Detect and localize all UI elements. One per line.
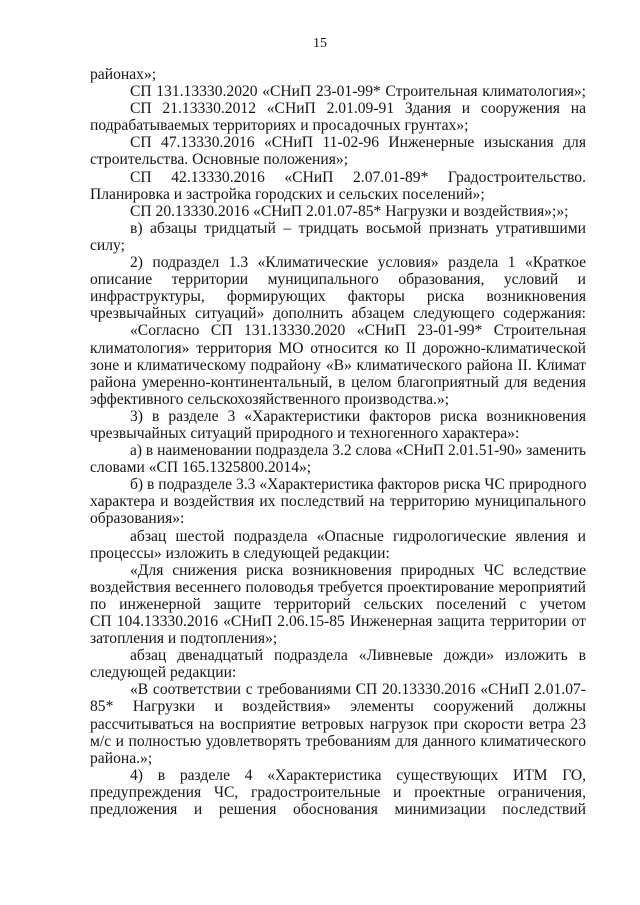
text-line: образования»: [90,510,185,528]
text-line: СП 47.13330.2016 «СНиП 11-02-96 Инженерные изыскания для [130,134,586,152]
text-line: строительства. Основные положения»; [90,151,349,169]
text-line: «Для снижения риска возникновения природных ЧС вследствие [130,561,586,579]
text-line: 2) подраздел 1.3 «Климатические условия» раздела 1 «Краткое [130,254,586,272]
text-line: б) в подразделе 3.3 «Характеристика факторов риска ЧС природного [130,476,587,494]
page-number: 15 [313,36,327,51]
text-line: в) абзацы тридцатый – тридцать восьмой признать утратившими [130,219,586,237]
text-line: «В соответствии с требованиями СП 20.13330.2016 «СНиП 2.01.07- [130,681,586,699]
text-line: описание территории муниципального образования, условий и [90,271,586,289]
text-line: а) в наименовании подраздела 3.2 слова «СНиП 2.01.51-90» заменить [130,442,586,460]
text-line: СП 21.13330.2012 «СНиП 2.01.09-91 Здания и сооружения на [130,100,586,118]
text-line: района.»; [90,749,153,767]
text-line: СП 20.13330.2016 «СНиП 2.01.07-85* Нагрузки и воздействия»;»; [130,202,569,220]
text-line: силу; [90,236,125,254]
text-line: района умеренно-континентальный, в целом благоприятный для ведения [90,373,586,391]
text-line: районах»; [90,66,157,83]
text-line: Планировка и застройка городских и сельских поселений»; [90,185,485,203]
text-line: СП 104.13330.2016 «СНиП 2.06.15-85 Инженерная защита территории от [90,613,586,630]
text-line: подрабатываемых территориях и просадочных грунтах»; [90,117,469,135]
text-line: чрезвычайных ситуаций природного и техногенного характера»: [90,424,520,442]
text-line: СП 42.13330.2016 «СНиП 2.07.01-89* Градостроительство. [130,168,586,186]
text-line: инфраструктуры, формирующих факторы риска возникновения [90,288,586,306]
text-line: процессы» изложить в следующей редакции: [90,544,390,562]
text-line: зоне и климатическому подрайону «В» климатического района II. Климат [90,356,586,374]
text-line: затопления и подтопления»; [90,630,278,648]
text-line: воздействия весеннего половодья требуется проектирование мероприятий [90,578,586,596]
text-line: эффективного сельскохозяйственного производства.»; [90,390,450,408]
text-line: характера и воздействия их последствий на территорию муниципального [90,493,586,511]
text-line: абзац шестой подраздела «Опасные гидрологические явления и [130,527,586,545]
text-line: чрезвычайных ситуаций» дополнить абзацем следующего содержания: [90,305,586,323]
text-line: климатология» территория МО относится ко II дорожно-климатической [90,339,586,357]
text-line: 85* Нагрузки и воздействия» элементы сооружений должны [90,698,586,716]
text-line: предупреждения ЧС, градостроительные и проектные ограничения, [90,783,586,801]
text-line: следующей редакции: [90,664,237,682]
text-line: абзац двенадцатый подраздела «Ливневые дожди» изложить в [130,647,586,665]
text-line: м/с и полностью удовлетворять требованиям для данного климатического [90,732,586,750]
text-line: рассчитываться на восприятие ветровых нагрузок при скорости ветра 23 [90,715,586,733]
text-line: «Согласно СП 131.13330.2020 «СНиП 23-01-99* Строительная [130,322,586,340]
text-line: по инженерной защите территорий сельских поселений с учетом [90,595,586,613]
document-body [90,66,586,818]
text-line: СП 131.13330.2020 «СНиП 23-01-99* Строительная климатология»; [130,83,586,101]
text-line: предложения и решения обоснования минимизации последствий [90,801,586,819]
text-line: 4) в разделе 4 «Характеристика существующих ИТМ ГО, [130,766,586,784]
text-line: словами «СП 165.1325800.2014»; [90,459,312,477]
text-line: 3) в разделе 3 «Характеристики факторов риска возникновения [130,407,586,425]
